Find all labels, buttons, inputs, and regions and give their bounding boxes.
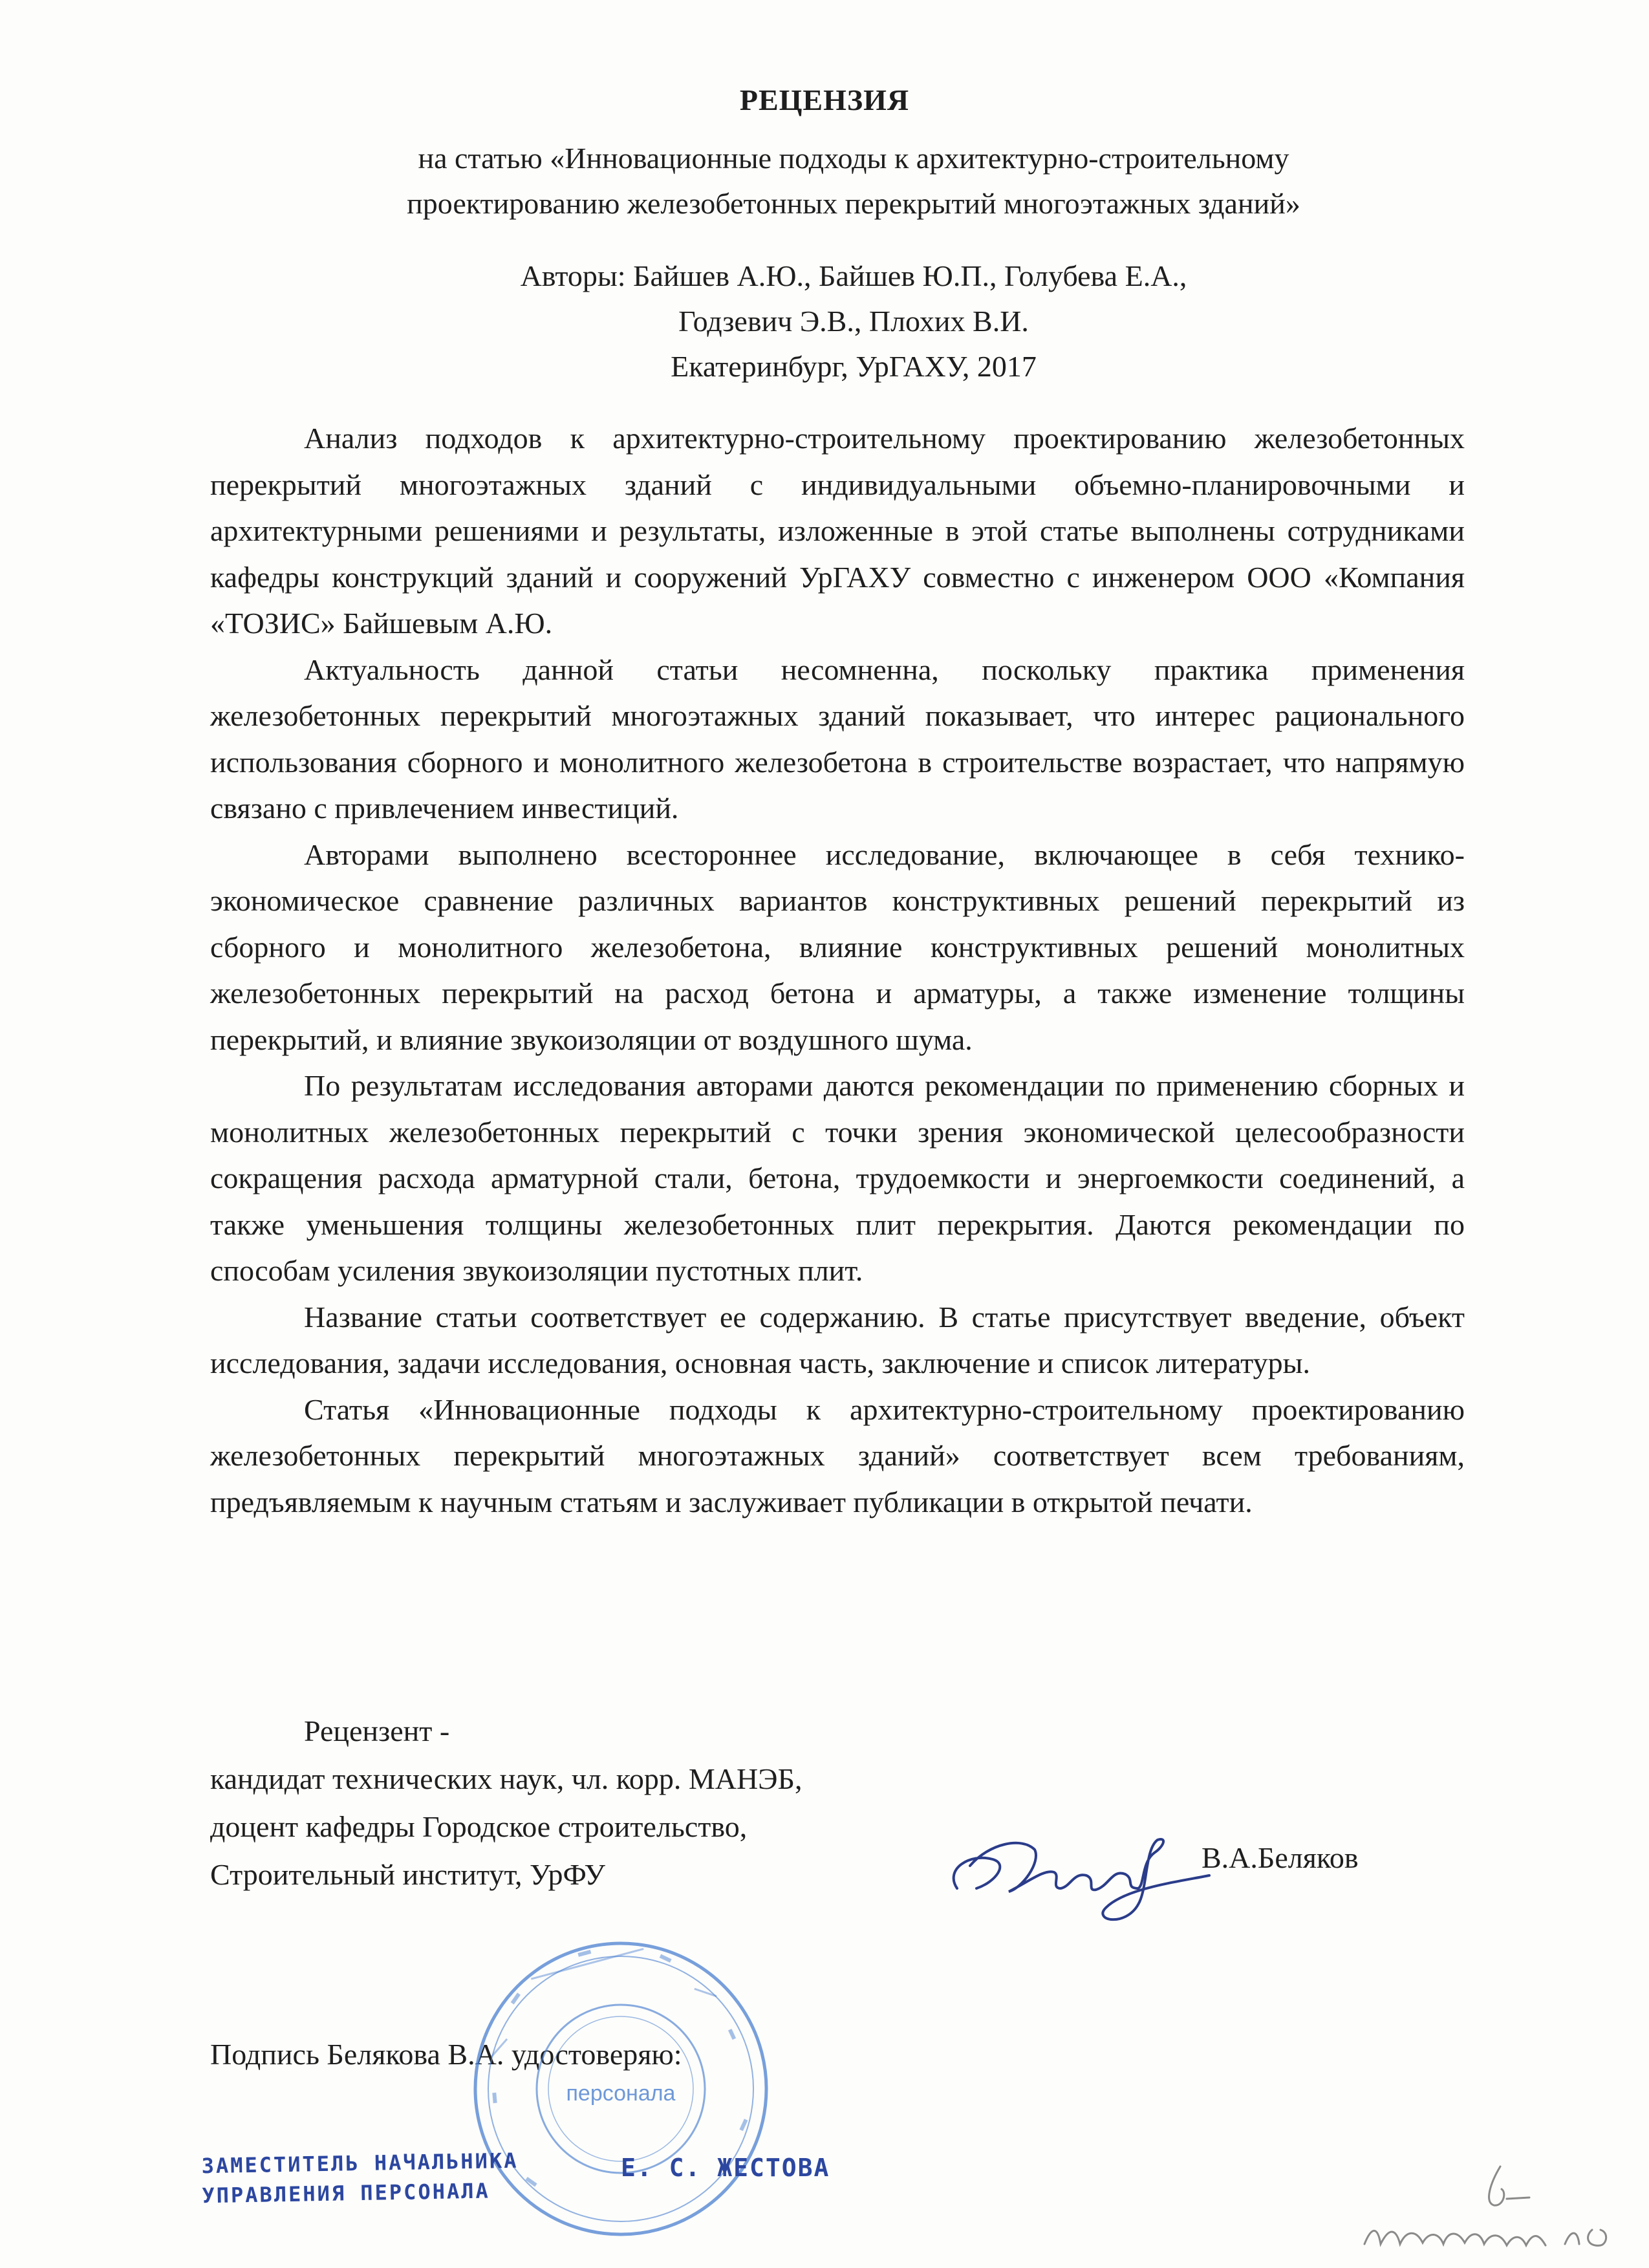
body-paragraph: По результатам исследования авторами даются рекомендации по применению сборных и монолитных железобетонных перекрытий с точки зрения экономической целесообразности сокращения расхода арматурной стали, бетона, трудоемкости и энергоемкости соединений, а также уменьшения толщины железобетонных плит перекрытия. Даются рекомендации по способам усиления звукоизоляции пустотных плит. [210,1069,1465,1287]
position-stamp [201,2146,519,2211]
subtitle-line: проектированию железобетонных перекрытий многоэтажных зданий» [407,187,1300,220]
body-paragraph: Анализ подходов к архитектурно-строительному проектированию железобетонных перекрытий многоэтажных зданий с индивидуальными объемно-планировочными и архитектурными решениями и результаты, изложенные в этой статье выполнены сотрудниками кафедры конструкций зданий и сооружений УрГАХУ совместно с инженером ООО «Компания «ТОЗИС» Байшевым А.Ю. [210,422,1465,640]
document-title: РЕЦЕНЗИЯ [739,83,910,116]
seal-center-text: персонала [566,2081,676,2106]
stamp-line: УПРАВЛЕНИЯ ПЕРСОНАЛА [202,2178,491,2209]
authors-line: Авторы: Байшев А.Ю., Байшев Ю.П., Голубева Е.А., [520,259,1187,292]
document-subtitle [246,136,1461,226]
authors-line: Годзевич Э.В., Плохих В.И. [678,305,1029,338]
reviewer-position: доцент кафедры Городское строительство, [210,1810,748,1843]
review-body [210,415,1465,1525]
reviewer-institute: Строительный институт, УрФУ [210,1858,605,1891]
reviewer-label: Рецензент - [304,1714,450,1747]
subtitle-line: на статью «Инновационные подходы к архитектурно-строительному [418,142,1289,175]
body-paragraph: Авторами выполнено всестороннее исследование, включающее в себя технико-экономическое сравнение различных вариантов конструктивных решений перекрытий из сборного и монолитного железобетона, влияние конструктивных решений монолитных железобетонных перекрытий на расход бетона и арматуры, а также изменение толщины перекрытий, и влияние звукоизоляции от воздушного шума. [210,837,1465,1056]
place-year: Екатеринбург, УрГАХУ, 2017 [671,350,1037,383]
handwritten-signature [931,1791,1229,1940]
stamp-name: Е. С. ЖЕСТОВА [621,2154,830,2182]
reviewer-degree: кандидат технических наук, чл. корр. МАНЭБ, [210,1762,803,1795]
stamp-line: ЗАМЕСТИТЕЛЬ НАЧАЛЬНИКА [201,2148,519,2179]
reviewer-name: В.А.Беляков [1202,1841,1359,1874]
body-paragraph: Статья «Инновационные подходы к архитектурно-строительному проектированию железобетонных перекрытий многоэтажных зданий» соответствует всем требованиям, предъявляемым к научным статьям и заслуживает публикации в открытой печати. [210,1392,1465,1518]
body-paragraph: Актуальность данной статьи несомненна, поскольку практика применения железобетонных перекрытий многоэтажных зданий показывает, что интерес рационального использования сборного и монолитного железобетона в строительстве возрастает, что напрямую связано с привлечением инвестиций. [210,653,1465,825]
certification-text: Подпись Белякова В.А. удостоверяю: [210,2038,682,2071]
authors-block [246,254,1461,389]
body-paragraph: Название статьи соответствует ее содержанию. В статье присутствует введение, объект исследования, задачи исследования, основная часть, заключение и список литературы. [210,1300,1465,1379]
handwritten-pencil-note [1352,2154,1649,2263]
